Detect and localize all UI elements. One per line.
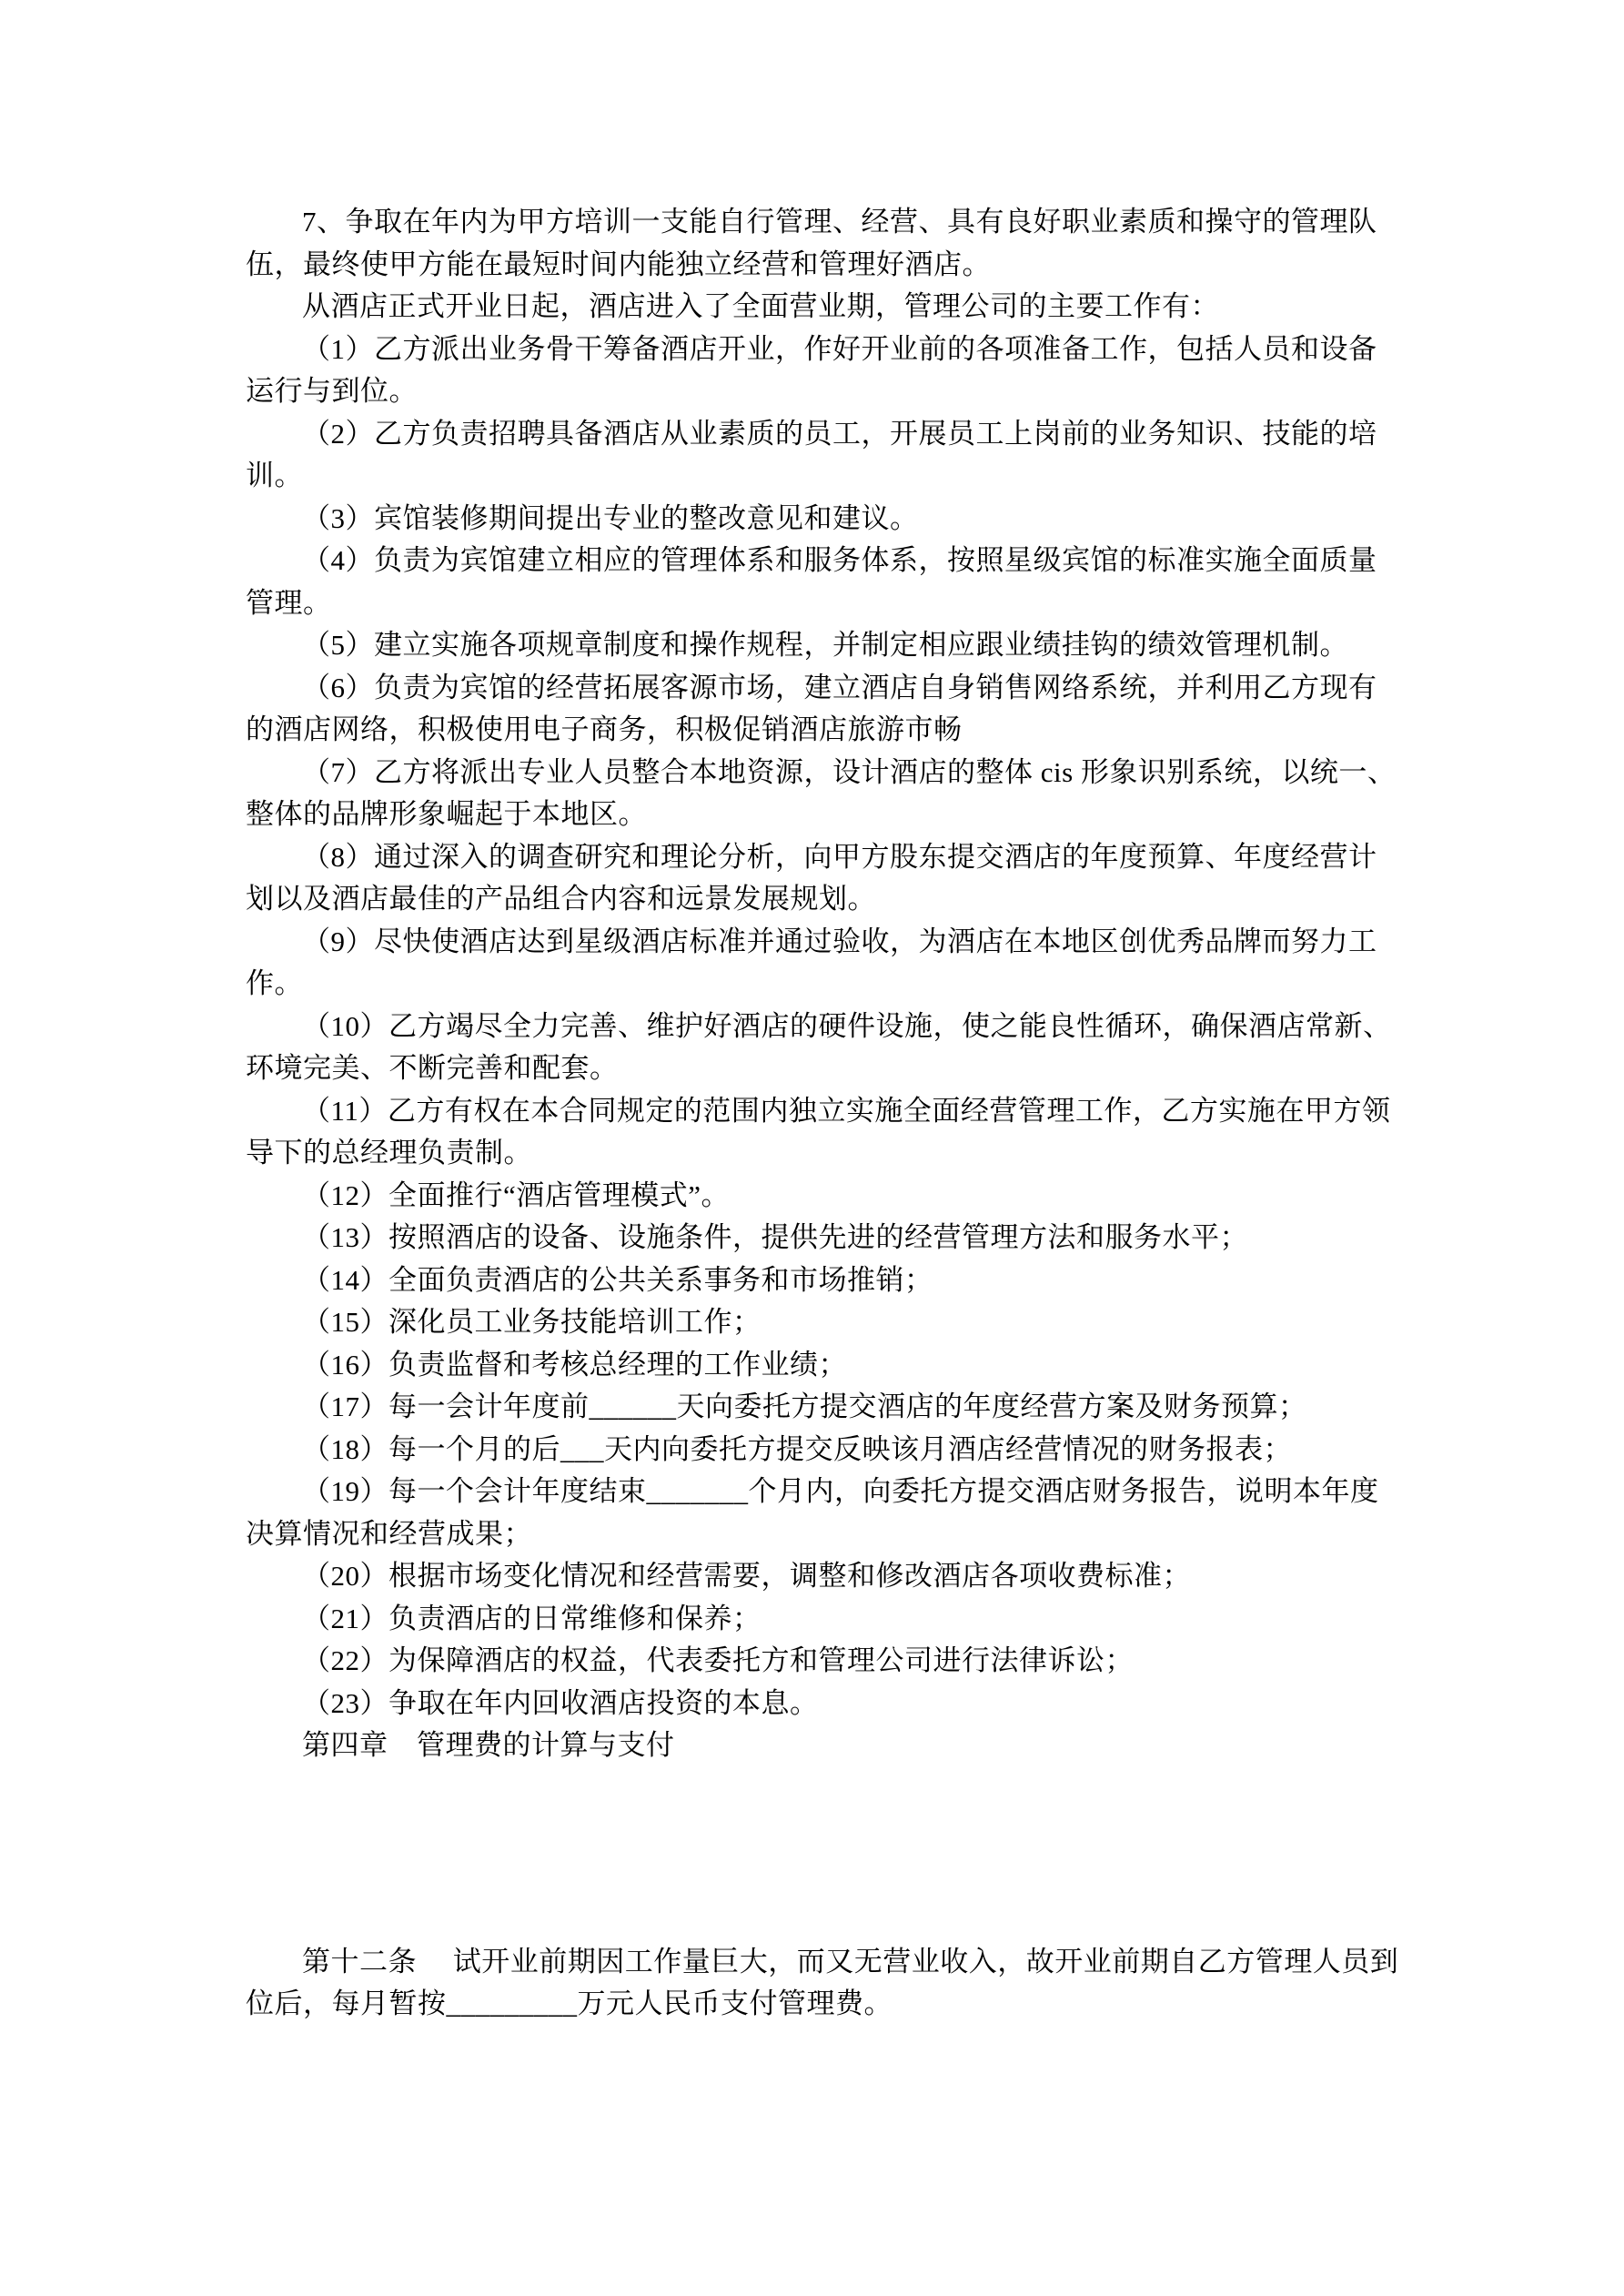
clause-line: 第十二条 试开业前期因工作量巨大，而又无营业收入，故开业前期自乙方管理人员到 [302,1945,1399,1977]
paragraph-line: 作。 [246,967,303,999]
paragraph-line: （8）通过深入的调查研究和理论分析，向甲方股东提交酒店的年度预算、年度经营计 [302,840,1377,873]
paragraph-line: 决算情况和经营成果； [246,1517,532,1550]
paragraph-line: 导下的总经理负责制。 [246,1137,532,1168]
paragraph-line: （18）每一个月的后___天内向委托方提交反映该月酒店经营情况的财务报表； [302,1432,1292,1465]
paragraph-line: 划以及酒店最佳的产品组合内容和远景发展规划。 [246,883,876,915]
paragraph-line: （5）建立实施各项规章制度和操作规程，并制定相应跟业绩挂钩的绩效管理机制。 [302,629,1348,661]
paragraph-line: （9）尽快使酒店达到星级酒店标准并通过验收，为酒店在本地区创优秀品牌而努力工 [302,925,1377,957]
paragraph-line: 7、争取在年内为甲方培训一支能自行管理、经营、具有良好职业素质和操守的管理队 [302,206,1377,238]
paragraph-line: 运行与到位。 [246,375,418,407]
section-gap [246,1767,1378,1941]
paragraph-line: （16）负责监督和考核总经理的工作业绩； [302,1348,847,1381]
paragraph-line: （22）为保障酒店的权益，代表委托方和管理公司进行法律诉讼； [302,1644,1134,1676]
paragraph-line: （14）全面负责酒店的公共关系事务和市场推销； [302,1263,933,1296]
paragraph-line: （13）按照酒店的设备、设施条件，提供先进的经营管理方法和服务水平； [302,1221,1248,1253]
paragraph-line: （6）负责为宾馆的经营拓展客源市场，建立酒店自身销售网络系统，并利用乙方现有 [302,671,1377,703]
paragraph-line: （3）宾馆装修期间提出专业的整改意见和建议。 [302,501,919,534]
paragraph-line: （21）负责酒店的日常维修和保养； [302,1602,762,1634]
paragraph-line: （1）乙方派出业务骨干筹备酒店开业，作好开业前的各项准备工作，包括人员和设备 [302,332,1377,365]
paragraph-line: （15）深化员工业务技能培训工作； [302,1306,762,1338]
paragraph-line: （10）乙方竭尽全力完善、维护好酒店的硬件设施，使之能良性循环，确保酒店常新、 [302,1009,1392,1042]
paragraph-line: （7）乙方将派出专业人员整合本地资源，设计酒店的整体 cis 形象识别系统，以统一、 [302,755,1397,788]
paragraph-line: 环境完美、不断完善和配套。 [246,1052,619,1084]
paragraph-line: （19）每一个会计年度结束_______个月内，向委托方提交酒店财务报告，说明本年度 [302,1475,1379,1507]
paragraph-line: （2）乙方负责招聘具备酒店从业素质的员工，开展员工上岗前的业务知识、技能的培 [302,417,1377,450]
main-text-block [246,201,1397,1767]
paragraph-line: （20）根据市场变化情况和经营需要，调整和修改酒店各项收费标准； [302,1560,1191,1592]
paragraph-line: 训。 [246,460,303,491]
chapter-heading-line: 第四章 管理费的计算与支付 [302,1729,675,1761]
clause-line: 位后，每月暂按_________万元人民币支付管理费。 [246,1988,893,2019]
paragraph-line: 从酒店正式开业日起，酒店进入了全面营业期，管理公司的主要工作有： [302,290,1219,322]
paragraph-line: （11）乙方有权在本合同规定的范围内独立实施全面经营管理工作，乙方实施在甲方领 [302,1094,1391,1127]
paragraph-line: （17）每一会计年度前______天向委托方提交酒店的年度经营方案及财务预算； [302,1391,1307,1422]
paragraph-line: 的酒店网络，积极使用电子商务，积极促销酒店旅游市畅 [246,713,963,745]
closing-paragraph [246,1941,1399,2026]
paragraph-line: 整体的品牌形象崛起于本地区。 [246,798,647,830]
paragraph-line: （4）负责为宾馆建立相应的管理体系和服务体系，按照星级宾馆的标准实施全面质量 [302,544,1377,576]
paragraph-line: （23）争取在年内回收酒店投资的本息。 [302,1686,819,1719]
paragraph-line: 管理。 [246,586,332,619]
paragraph-line: 伍，最终使甲方能在最短时间内能独立经营和管理好酒店。 [246,248,991,280]
paragraph-line: （12）全面推行“酒店管理模式”。 [302,1178,731,1211]
